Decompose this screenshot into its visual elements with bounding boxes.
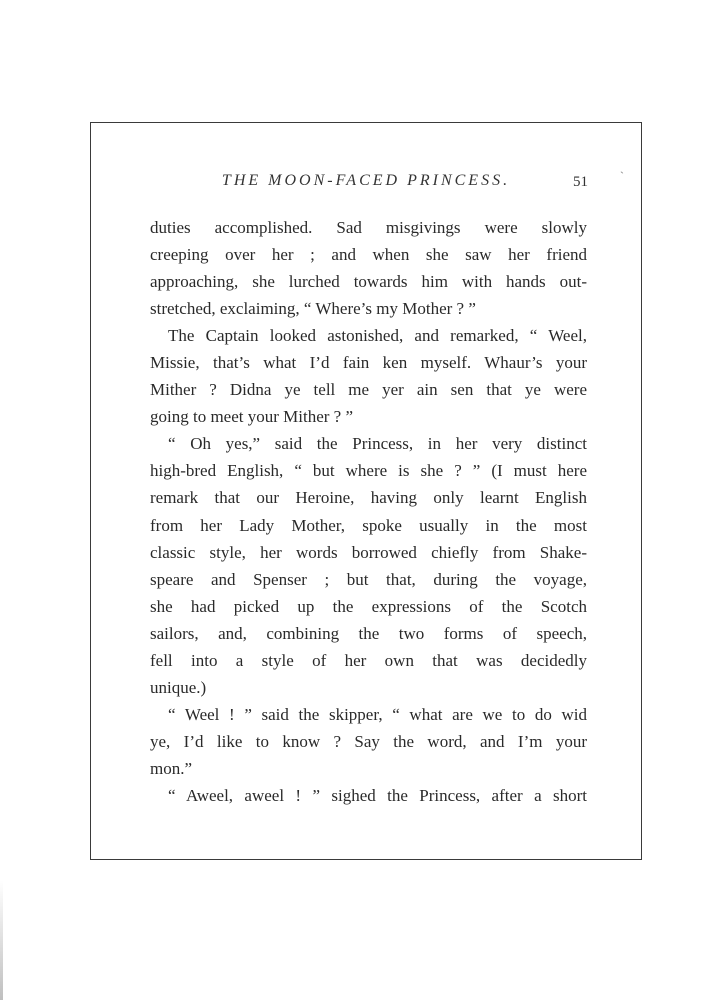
text-line: The Captain looked astonished, and remarked, “ Weel, <box>168 326 587 346</box>
text-line: sailors, and, combining the two forms of speech, <box>150 623 587 643</box>
text-line: going to meet your Mither ? ” <box>150 407 354 427</box>
text-line: speare and Spenser ; but that, during the voyage, <box>150 569 587 589</box>
running-title: THE MOON-FACED PRINCESS. <box>221 172 511 189</box>
text-line: stretched, exclaiming, “ Where’s my Mother ? ” <box>150 299 476 319</box>
body-text <box>150 214 587 809</box>
text-line: fell into a style of her own that was decidedly <box>150 650 587 670</box>
page-number: 51 <box>573 174 588 190</box>
text-line: remark that our Heroine, having only learnt English <box>150 488 587 508</box>
text-line: ye, I’d like to know ? Say the word, and I’m your <box>150 731 587 751</box>
text-line: “ Aweel, aweel ! ” sighed the Princess, after a short <box>168 785 587 805</box>
stray-mark: ˏ <box>620 160 624 174</box>
page-edge-shadow <box>0 880 3 1000</box>
text-line: Missie, that’s what I’d fain ken myself. Whaur’s your <box>150 353 587 373</box>
text-line: classic style, her words borrowed chiefly from Shake- <box>150 542 587 562</box>
text-line: unique.) <box>150 677 207 697</box>
text-line: Mither ? Didna ye tell me yer ain sen that ye were <box>150 380 587 400</box>
text-line: she had picked up the expressions of the Scotch <box>150 596 587 616</box>
text-line: “ Weel ! ” said the skipper, “ what are we to do wid <box>168 704 587 724</box>
text-line: duties accomplished. Sad misgivings were slowly <box>150 218 587 237</box>
running-header <box>90 172 642 196</box>
text-line: “ Oh yes,” said the Princess, in her very distinct <box>168 434 587 454</box>
text-line: high-bred English, “ but where is she ? ” (I must here <box>150 461 587 481</box>
text-line: from her Lady Mother, spoke usually in the most <box>150 515 587 535</box>
text-line: mon.” <box>150 758 193 778</box>
text-line: approaching, she lurched towards him with hands out- <box>150 272 587 292</box>
text-line: creeping over her ; and when she saw her friend <box>150 245 587 265</box>
